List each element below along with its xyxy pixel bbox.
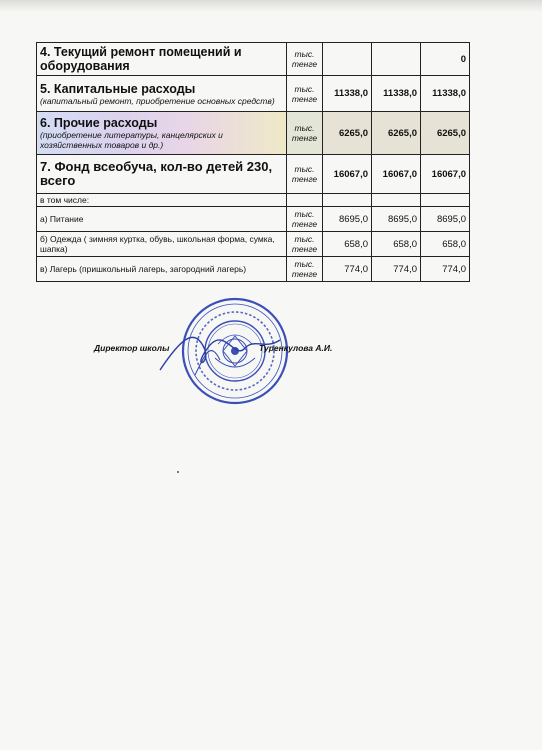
scan-top-edge bbox=[0, 0, 542, 12]
empty-cell bbox=[372, 194, 421, 207]
table-row-food bbox=[37, 207, 470, 232]
table-row-capital-expenses bbox=[37, 76, 470, 112]
value-cell-1: 11338,0 bbox=[323, 76, 372, 112]
sub-row-label: в) Лагерь (пришкольный лагерь, загородний лагерь) bbox=[37, 257, 287, 282]
value-cell-2: 8695,0 bbox=[372, 207, 421, 232]
row-title-cell bbox=[37, 43, 287, 76]
row-title-cell bbox=[37, 76, 287, 112]
empty-cell bbox=[421, 194, 470, 207]
row-title-cell bbox=[37, 155, 287, 194]
table-row-education-fund bbox=[37, 155, 470, 194]
value-cell-2 bbox=[372, 43, 421, 76]
sub-row-label: б) Одежда ( зимняя куртка, обувь, школьная форма, сумка, шапка) bbox=[37, 232, 287, 257]
row-title: 5. Капитальные расходы bbox=[40, 81, 196, 96]
official-stamp bbox=[180, 296, 290, 406]
value-cell-1: 6265,0 bbox=[323, 112, 372, 155]
value-cell-2: 16067,0 bbox=[372, 155, 421, 194]
value-cell-3: 16067,0 bbox=[421, 155, 470, 194]
value-cell-3: 0 bbox=[421, 43, 470, 76]
director-position: Директор школы bbox=[94, 343, 170, 353]
row-title-cell bbox=[37, 112, 287, 155]
table-row-other-expenses bbox=[37, 112, 470, 155]
including-label: в том числе: bbox=[37, 194, 287, 207]
value-cell-3: 6265,0 bbox=[421, 112, 470, 155]
scan-speck bbox=[177, 471, 179, 473]
unit-cell: тыс. тенге bbox=[287, 76, 323, 112]
value-cell-1: 658,0 bbox=[323, 232, 372, 257]
signature-scribble bbox=[150, 320, 290, 380]
table-row-clothing bbox=[37, 232, 470, 257]
value-cell-2: 774,0 bbox=[372, 257, 421, 282]
budget-table bbox=[36, 42, 470, 282]
row-title: 6. Прочие расходы bbox=[40, 116, 158, 130]
value-cell-1: 8695,0 bbox=[323, 207, 372, 232]
value-cell-2: 6265,0 bbox=[372, 112, 421, 155]
unit-cell: тыс. тенге bbox=[287, 257, 323, 282]
sub-row-label: а) Питание bbox=[37, 207, 287, 232]
table-row-current-repair bbox=[37, 43, 470, 76]
unit-cell: тыс. тенге bbox=[287, 112, 323, 155]
value-cell-3: 11338,0 bbox=[421, 76, 470, 112]
value-cell-3: 8695,0 bbox=[421, 207, 470, 232]
row-title: 7. Фонд всеобуча, кол-во детей 230, всего bbox=[40, 159, 273, 188]
value-cell-1: 774,0 bbox=[323, 257, 372, 282]
unit-cell: тыс. тенге bbox=[287, 155, 323, 194]
value-cell-1: 16067,0 bbox=[323, 155, 372, 194]
table-row-camp bbox=[37, 257, 470, 282]
value-cell-2: 11338,0 bbox=[372, 76, 421, 112]
value-cell-3: 774,0 bbox=[421, 257, 470, 282]
unit-cell: тыс. тенге bbox=[287, 207, 323, 232]
row-title: 4. Текущий ремонт помещений и оборудования bbox=[40, 45, 242, 73]
unit-cell: тыс. тенге bbox=[287, 43, 323, 76]
row-note: (капитальный ремонт, приобретение основных средств) bbox=[40, 95, 275, 106]
value-cell-2: 658,0 bbox=[372, 232, 421, 257]
table-row-including bbox=[37, 194, 470, 207]
value-cell-3: 658,0 bbox=[421, 232, 470, 257]
unit-cell: тыс. тенге bbox=[287, 232, 323, 257]
empty-cell bbox=[323, 194, 372, 207]
empty-cell bbox=[287, 194, 323, 207]
director-name: Туренкулова А.И. bbox=[259, 343, 333, 353]
value-cell-1 bbox=[323, 43, 372, 76]
row-note: (приобретение литературы, канцелярских и хозяйственных товаров и др.) bbox=[40, 130, 223, 150]
